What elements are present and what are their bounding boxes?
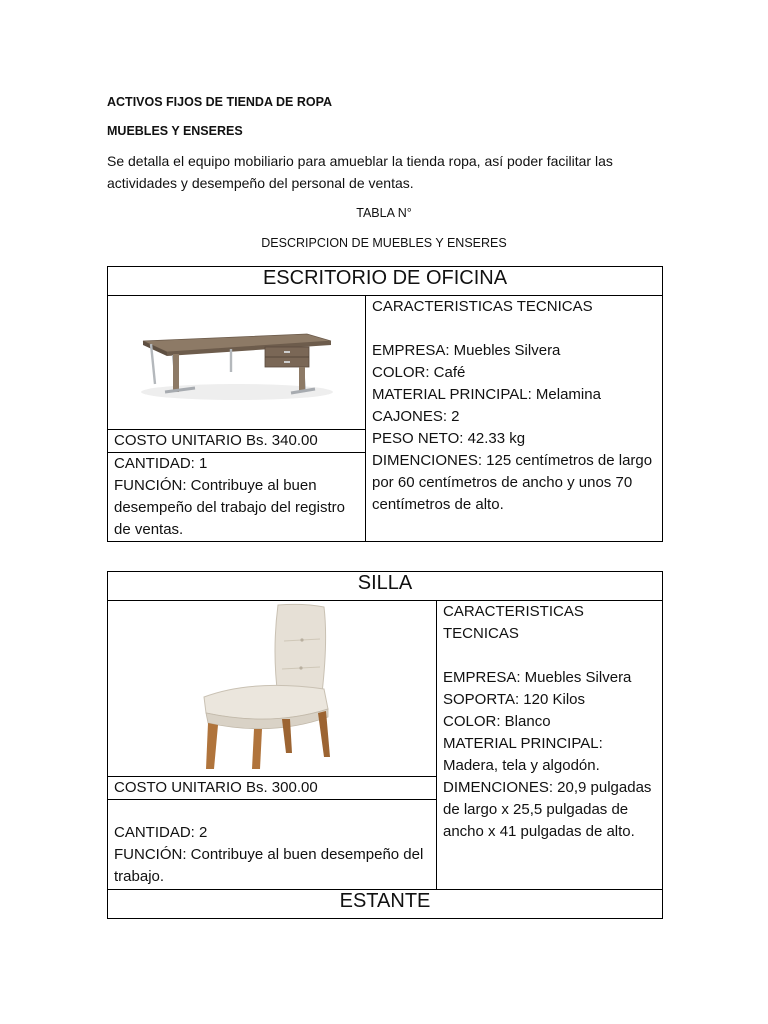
desk-specs-heading: CARACTERISTICAS TECNICAS	[372, 298, 593, 315]
section-title: MUEBLES Y ENSERES	[107, 124, 243, 138]
chair-cost: COSTO UNITARIO Bs. 300.00	[108, 777, 437, 800]
doc-title: ACTIVOS FIJOS DE TIENDA DE ROPA	[107, 95, 333, 109]
chair-specs	[437, 601, 663, 890]
shelf-title: ESTANTE	[108, 890, 663, 919]
desk-spec-empresa: EMPRESA: Muebles Silvera	[372, 342, 561, 359]
chair-spec-material: MATERIAL PRINCIPAL: Madera, tela y algodón.	[443, 735, 603, 774]
table-caption: DESCRIPCION DE MUEBLES Y ENSERES	[261, 236, 507, 250]
chair-quantity: CANTIDAD: 2	[114, 824, 208, 841]
chair-spec-empresa: EMPRESA: Muebles Silvera	[443, 669, 632, 686]
chair-spec-color: COLOR: Blanco	[443, 713, 551, 730]
chair-info	[108, 800, 437, 890]
desk-spec-dimensiones: DIMENCIONES: 125 centímetros de largo por 60 centímetros de ancho y unos 70 centímetros de alto.	[372, 452, 653, 513]
chair-spec-dimensiones: DIMENCIONES: 20,9 pulgadas de largo x 25,5 pulgadas de ancho x 41 pulgadas de alto.	[443, 779, 652, 840]
chair-function: FUNCIÓN: Contribuye al buen desempeño del trabajo.	[114, 846, 424, 885]
chair-title: SILLA	[108, 572, 663, 601]
office-desk-icon	[137, 296, 337, 406]
table-label: TABLA N°	[356, 206, 412, 220]
desk-quantity: CANTIDAD: 1	[114, 455, 208, 472]
upholstered-chair-icon	[192, 601, 352, 769]
desk-spec-color: COLOR: Café	[372, 364, 466, 381]
desk-table	[107, 266, 663, 542]
desk-title: ESCRITORIO DE OFICINA	[108, 267, 663, 296]
chair-image-cell	[108, 601, 437, 777]
desk-cost: COSTO UNITARIO Bs. 340.00	[108, 430, 366, 453]
intro-paragraph: Se detalla el equipo mobiliario para amueblar la tienda ropa, así poder facilitar las actividades y desempeño del personal de ventas.	[107, 153, 613, 191]
desk-image-cell	[108, 296, 366, 430]
desk-function: FUNCIÓN: Contribuye al buen desempeño del trabajo del registro de ventas.	[114, 477, 345, 538]
chair-table	[107, 571, 663, 919]
desk-specs	[366, 296, 663, 542]
desk-info	[108, 453, 366, 542]
chair-spec-soporta: SOPORTA: 120 Kilos	[443, 691, 586, 708]
desk-spec-peso: PESO NETO: 42.33 kg	[372, 430, 526, 447]
chair-specs-heading: CARACTERISTICAS TECNICAS	[443, 603, 584, 642]
desk-spec-material: MATERIAL PRINCIPAL: Melamina	[372, 386, 601, 403]
desk-spec-cajones: CAJONES: 2	[372, 408, 460, 425]
